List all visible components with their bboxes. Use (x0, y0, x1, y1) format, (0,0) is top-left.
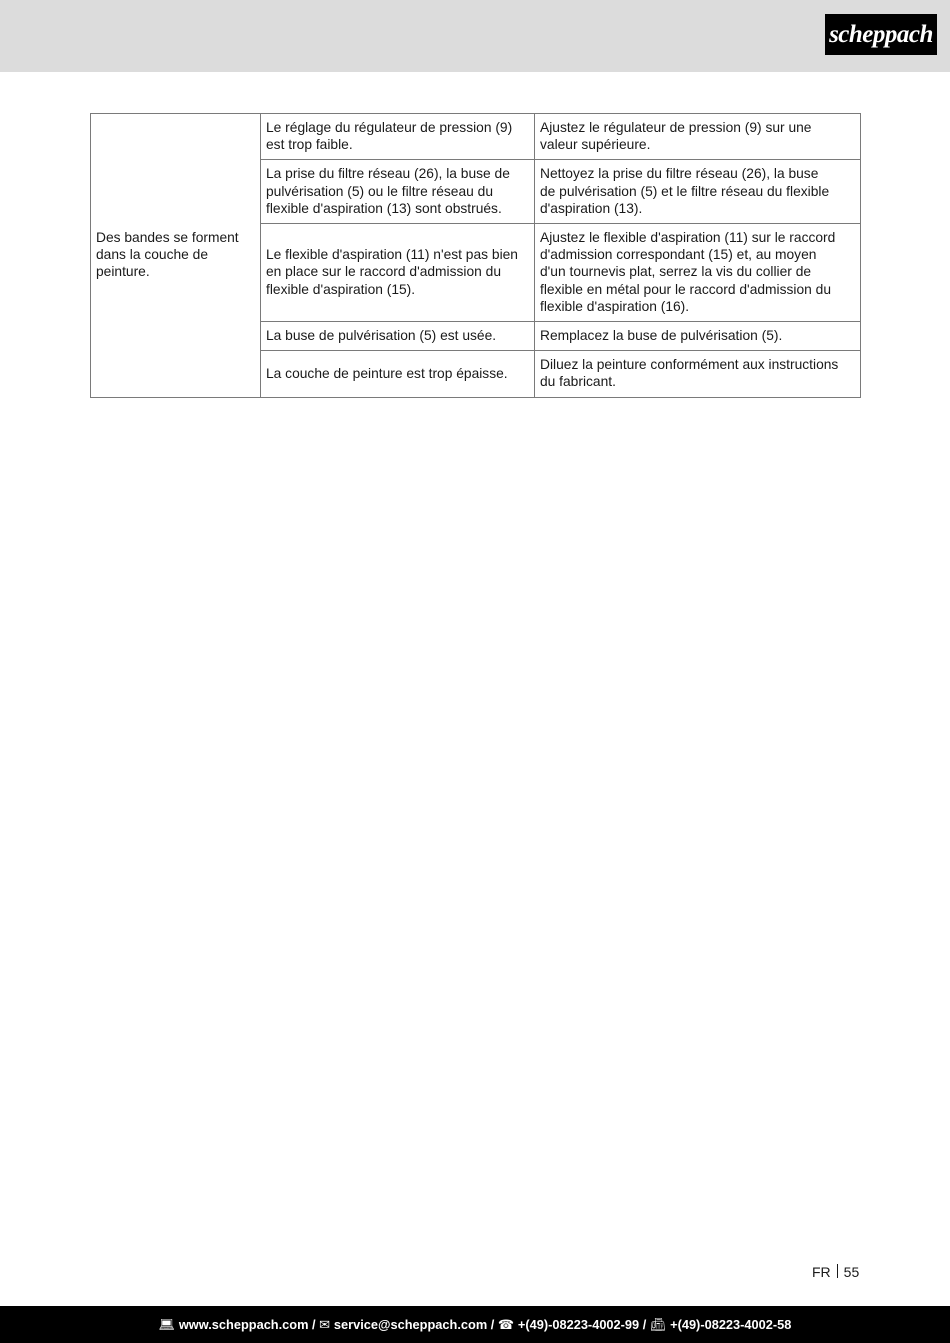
solution-cell: Nettoyez la prise du filtre réseau (26), la buse de pulvérisation (5) et le filtre réseau du flexible d'aspiration (13). (535, 160, 861, 224)
cause-cell: Le réglage du régulateur de pression (9) est trop faible. (261, 114, 535, 160)
separator: / (639, 1317, 650, 1332)
fax-number: +(49)-08223-4002-58 (670, 1317, 792, 1332)
cause-cell: La prise du filtre réseau (26), la buse de pulvérisation (5) ou le filtre réseau du flexible d'aspiration (13) sont obstrués. (261, 160, 535, 224)
page-index: 55 (843, 1264, 860, 1280)
footer-contact-bar (0, 1306, 950, 1343)
cause-cell: Le flexible d'aspiration (11) n'est pas bien en place sur le raccord d'admission du flexible d'aspiration (15). (261, 224, 535, 322)
solution-cell: Ajustez le flexible d'aspiration (11) sur le raccord d'admission correspondant (15) et, au moyen d'un tournevis plat, serrez la vis du collier de flexible en métal pour le raccord d'admission du flexible d'aspiration (16). (535, 224, 861, 322)
troubleshooting-table (90, 113, 861, 398)
laptop-icon: 💻︎ (158, 1317, 175, 1332)
website-link[interactable]: www.scheppach.com (178, 1317, 309, 1332)
phone-icon: ☎︎ (497, 1317, 514, 1332)
solution-cell: Diluez la peinture conformément aux instructions du fabricant. (535, 351, 861, 397)
scheppach-logo: scheppach (825, 14, 937, 55)
cause-cell: La buse de pulvérisation (5) est usée. (261, 322, 535, 351)
page-divider (837, 1264, 838, 1278)
page-number (812, 1264, 859, 1280)
header-band (0, 0, 950, 72)
cause-cell: La couche de peinture est trop épaisse. (261, 351, 535, 397)
problem-cell: Des bandes se forment dans la couche de peinture. (91, 114, 261, 398)
envelope-icon: ✉︎ (319, 1317, 330, 1332)
solution-cell: Ajustez le régulateur de pression (9) sur une valeur supérieure. (535, 114, 861, 160)
language-code: FR (812, 1264, 831, 1280)
table-row (91, 114, 861, 160)
phone-number: +(49)-08223-4002-99 (517, 1317, 640, 1332)
separator: / (308, 1317, 320, 1332)
email-link[interactable]: service@scheppach.com (333, 1317, 488, 1332)
solution-cell: Remplacez la buse de pulvérisation (5). (535, 322, 861, 351)
separator: / (487, 1317, 498, 1332)
fax-icon: 📠︎ (649, 1317, 667, 1332)
